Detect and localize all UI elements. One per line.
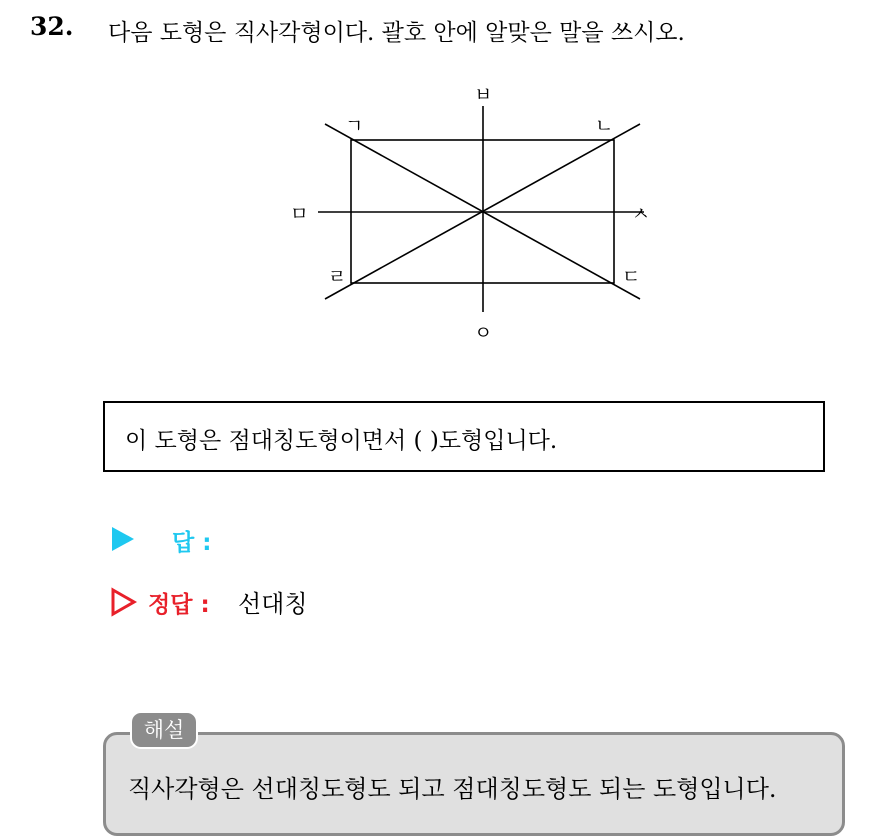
explanation-box: [103, 732, 845, 836]
statement-text: 이 도형은 점대칭도형이면서 ( )도형입니다.: [125, 428, 558, 454]
label-right: ㅅ: [631, 203, 650, 225]
solution-value: 선대칭: [238, 590, 308, 618]
label-bottom-left: ㄹ: [328, 266, 347, 288]
label-left: ㅁ: [290, 203, 309, 225]
statement-box: [103, 401, 825, 472]
question-text: 다음 도형은 직사각형이다. 괄호 안에 알맞은 말을 쓰시오.: [108, 20, 685, 46]
label-bottom: ㅇ: [474, 322, 493, 344]
question-number: 32.: [30, 12, 74, 41]
label-top-right: ㄴ: [595, 115, 614, 137]
label-bottom-right: ㄷ: [622, 266, 641, 288]
solution-label: 정답 :: [148, 592, 210, 618]
label-top: ㅂ: [474, 84, 493, 106]
label-top-left: ㄱ: [345, 115, 364, 137]
answer-label: 답 :: [172, 530, 212, 556]
rectangle-symmetry-figure: [270, 80, 650, 350]
explanation-tab: 해설: [130, 711, 198, 749]
explanation-text: 직사각형은 선대칭도형도 되고 점대칭도형도 되는 도형입니다.: [128, 775, 777, 803]
outline-triangle-icon: [110, 587, 138, 617]
play-triangle-icon: [112, 527, 134, 551]
